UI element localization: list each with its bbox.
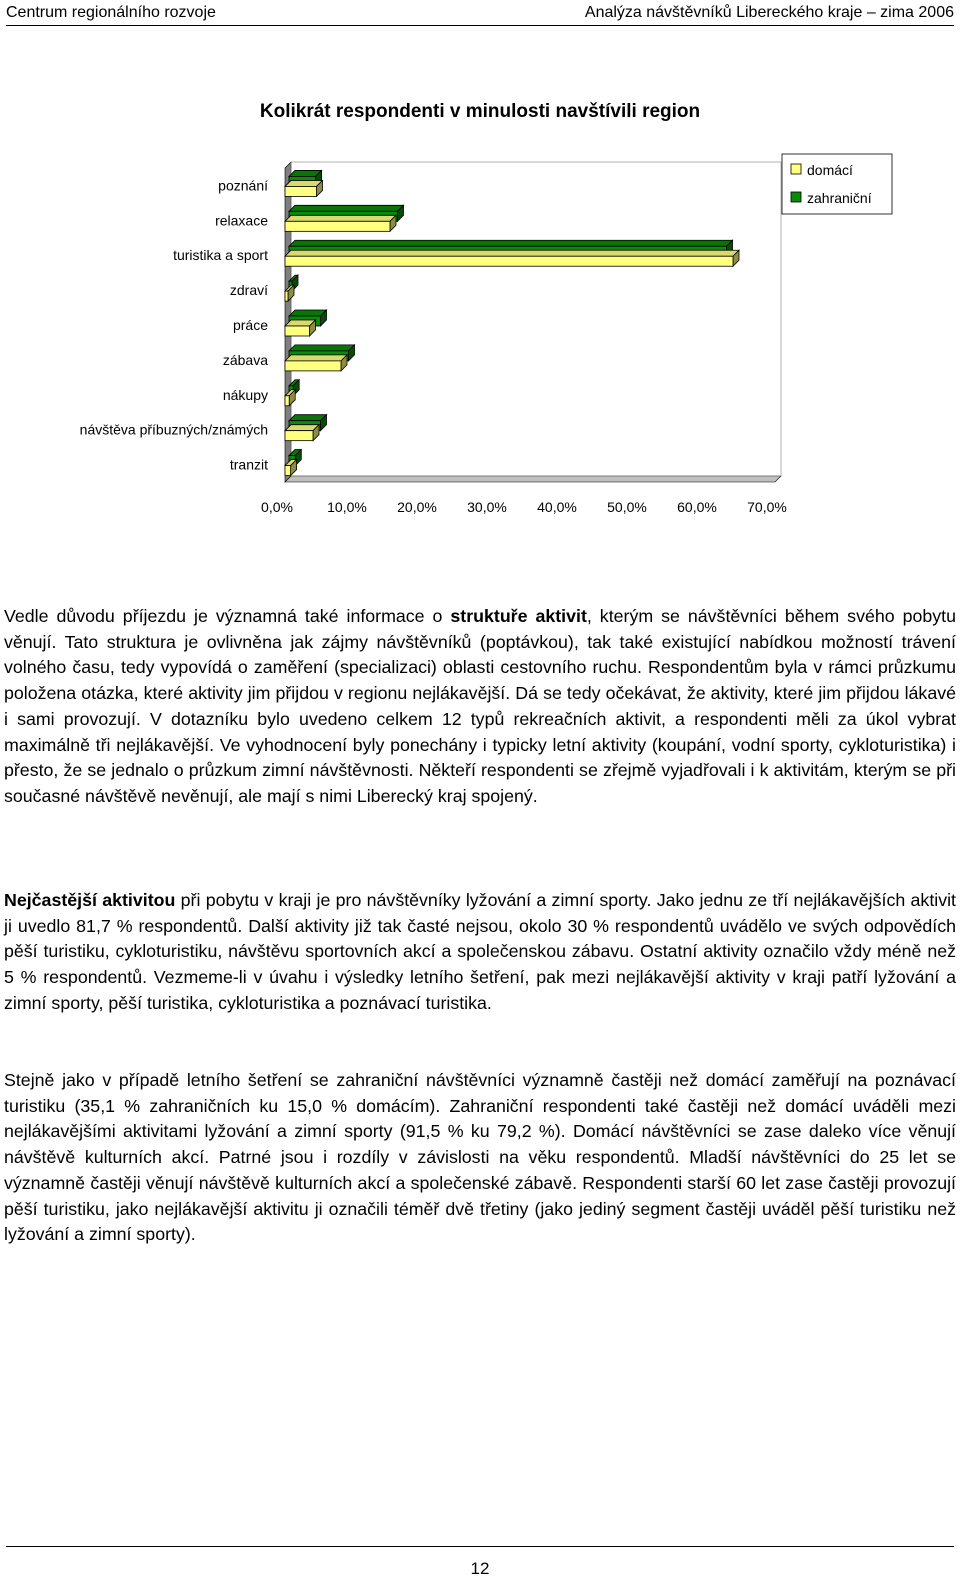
bar-chart	[0, 140, 960, 530]
chart-bars	[285, 170, 739, 475]
chart-category-labels	[80, 177, 269, 472]
x-tick-label: 50,0%	[607, 499, 647, 515]
p2-emphasis: Nejčastější aktivitou	[4, 890, 176, 910]
category-label: návštěva příbuzných/známých	[79, 421, 268, 438]
chart-title: Kolikrát respondenti v minulosti navštívili region	[259, 101, 701, 122]
chart-tick-labels	[261, 499, 787, 515]
category-label: nákupy	[222, 386, 268, 403]
category-label: relaxace	[215, 212, 268, 229]
p2-text-b: při pobytu v kraji je pro návštěvníky lyžování a zimní sporty. Jako jednu ze tří nejlákavějších aktivit ji uvedlo 81,7 % respondentů. Další aktivity již tak časté nejsou, okolo 30 % respondentů uvádělo ve svých odpovědích pěší turistiku, cykloturistiku, návštěvu sportovních akcí a společenskou zábavu. Ostatní aktivity označilo vždy méně než 5 % respondentů. Vezmeme-li v úvahu i výsledky letního šetření, pak mezi nejlákavější aktivity v kraji patří lyžování a zimní sporty, pěší turistika, cykloturistika a poznávací turistika.	[4, 890, 956, 1013]
x-tick-label: 60,0%	[677, 499, 717, 515]
p1-emphasis: struktuře aktivit	[450, 606, 587, 626]
category-label: tranzit	[229, 456, 268, 473]
x-tick-label: 20,0%	[397, 499, 437, 515]
chart-legend	[782, 154, 892, 214]
bar-domestic	[285, 425, 319, 441]
bar-domestic	[285, 320, 316, 336]
x-tick-label: 0,0%	[261, 499, 293, 515]
legend-swatch	[791, 192, 801, 202]
category-label: zdraví	[229, 282, 268, 299]
legend-label: domácí	[807, 162, 853, 178]
category-label: turistika a sport	[173, 247, 268, 264]
header-report-title: Analýza návštěvníků Libereckého kraje – zima 2006	[584, 4, 954, 21]
paragraph-activities-structure	[4, 604, 956, 810]
x-tick-label: 40,0%	[537, 499, 577, 515]
category-label: práce	[232, 317, 268, 333]
bar-domestic	[285, 355, 347, 371]
category-label: zábava	[222, 351, 268, 368]
x-tick-label: 70,0%	[747, 499, 787, 515]
paragraph-foreign-vs-domestic: Stejně jako v případě letního šetření se zahraniční návštěvníci významně častěji než domácí zaměřují na poznávací turistiku (35,1 % zahraničních ku 15,0 % domácím). Zahraniční respondenti také častěji než domácí uváděli mezi nejlákavějšími aktivitami lyžování a zimní sporty (91,5 % ku 79,2 %). Domácí návštěvníci se zase daleko více věnují návštěvě kulturních akcí. Patrné jsou i rozdíly v závislosti na věku respondentů. Mladší návštěvníci do 25 let se významně častěji věnují návštěvě kulturních akcí a společenské zábavě. Respondenti starší 60 let zase častěji provozují pěší turistiku, jako nejlákavější aktivitu ji označili téměř dvě třetiny (jako jediný segment častěji uváděl pěší turistiku než lyžování a zimní sporty).	[4, 1070, 956, 1245]
page-number: 12	[470, 1559, 490, 1578]
x-tick-label: 10,0%	[327, 499, 367, 515]
chart-floor	[285, 476, 781, 482]
paragraph-most-frequent-activity	[4, 888, 956, 1017]
bar-domestic	[285, 180, 323, 196]
header-organization: Centrum regionálního rozvoje	[6, 4, 216, 21]
footer-divider	[6, 1546, 954, 1547]
legend-swatch	[791, 164, 801, 174]
category-label: poznání	[218, 177, 268, 194]
bar-domestic	[285, 215, 396, 231]
p1-text-a: Vedle důvodu příjezdu je významná také informace o	[4, 606, 451, 626]
legend-label: zahraniční	[807, 190, 872, 206]
bar-domestic	[285, 250, 739, 266]
x-tick-label: 30,0%	[467, 499, 507, 515]
p1-text-c: , kterým se návštěvníci během svého pobytu věnují. Tato struktura je ovlivněna jak zájmy návštěvníků (poptávkou), tak také existující nabídkou možností trávení volného času, tedy vypovídá o zaměření (specializaci) oblasti cestovního ruchu. Respondentům byla v rámci průzkumu položena otázka, které aktivity jim přijdou v regionu nejlákavější. Dá se tedy očekávat, že aktivity, které jim přijdou lákavé i sami provozují. V dotazníku bylo uvedeno celkem 12 typů rekreačních aktivit, a respondenti měli za úkol vybrat maximálně tři nejlákavější. Ve vyhodnocení byly ponechány i typicky letní aktivity (koupání, vodní sporty, cykloturistika) i přesto, že se jednalo o průzkum zimní návštěvnosti. Někteří respondenti se zřejmě vyjadřovali i k aktivitám, kterým se při současné návštěvě nevěnují, ale mají s nimi Liberecký kraj spojený.	[4, 606, 957, 806]
page-header	[6, 3, 954, 26]
